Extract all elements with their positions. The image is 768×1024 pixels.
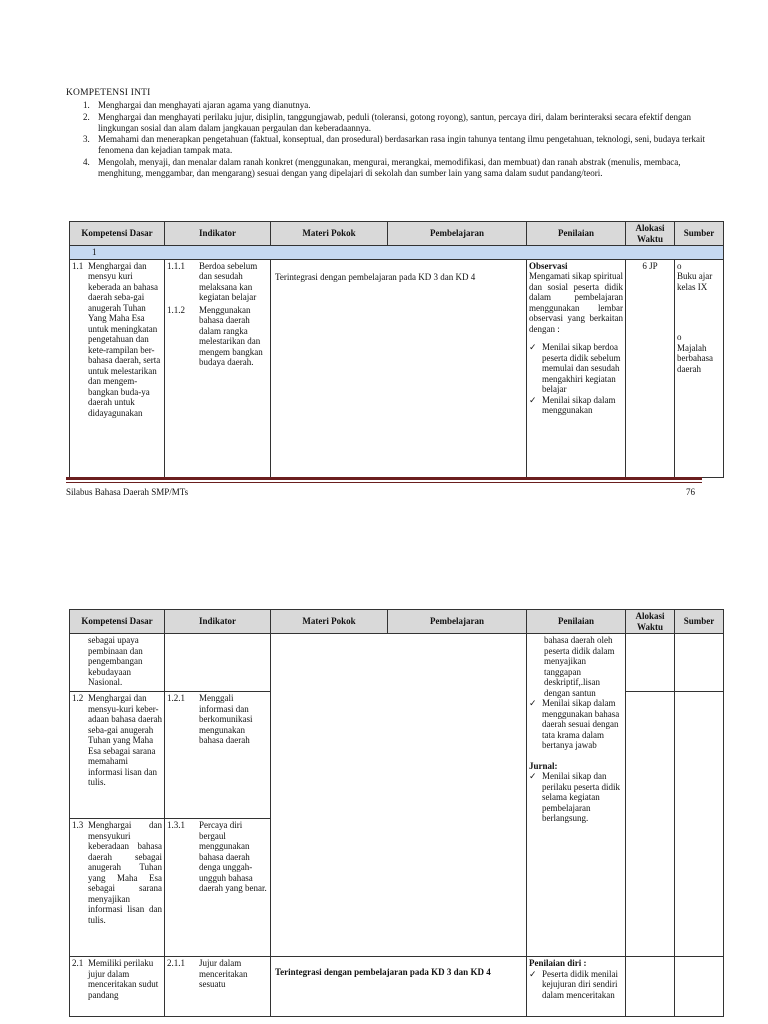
kd-number: 1.2 xyxy=(72,693,84,704)
footer-rule-thin xyxy=(66,482,702,483)
alokasi-cell xyxy=(626,957,675,1017)
penilaian-cell xyxy=(527,957,626,1017)
list-number: 4. xyxy=(83,156,90,167)
alokasi-cell: 6 JP xyxy=(626,259,675,477)
indikator-number: 1.1.2 xyxy=(167,304,185,315)
sumber-cell xyxy=(675,259,724,477)
bullet-icon: o xyxy=(677,260,682,271)
bullet-icon: o xyxy=(677,332,682,343)
penilaian-title: Observasi xyxy=(529,260,568,271)
indikator-text: Berdoa sebelum dan sesudah melaksana kan kegiatan belajar xyxy=(199,260,258,303)
header-alokasi-waktu: Alokasi Waktu xyxy=(626,222,675,246)
table-row xyxy=(70,634,724,692)
penilaian-continued: bahasa daerah oleh peserta didik dalam menyajikan tanggapan deskriptif,.lisan dengan santun xyxy=(544,635,615,698)
list-text: Mengolah, menyaji, dan menalar dalam ranah konkret (menggunakan, mengurai, merangkai, memodifikasi, dan membuat) dan ranah abstrak (menulis, membaca, menghitung, menggambar, dan mengarang) sesuai dengan yang dipelajari di sekolah dan sumber lain yang sama dalam sudut pandang/teori. xyxy=(98,156,681,178)
kompetensi-inti-title: KOMPETENSI INTI xyxy=(66,88,151,98)
kd-continued-text: sebagai upaya pembinaan dan pengembangan kebudayaan Nasional. xyxy=(70,634,165,692)
list-item xyxy=(66,134,716,156)
band-label: 1 xyxy=(70,246,724,260)
indikator-cell xyxy=(165,957,271,1017)
indikator-cell xyxy=(165,634,271,692)
table-header-row xyxy=(70,610,724,634)
check-icon: ✓ xyxy=(529,771,537,782)
header-indikator: Indikator xyxy=(165,222,271,246)
check-text: Peserta didik menilai kejujuran diri sendiri dalam menceritakan xyxy=(542,968,618,1000)
jurnal-title: Jurnal: xyxy=(529,760,558,771)
header-pembelajaran: Pembelajaran xyxy=(388,610,527,634)
list-number: 2. xyxy=(83,111,90,122)
header-alokasi-waktu: Alokasi Waktu xyxy=(626,610,675,634)
check-icon: ✓ xyxy=(529,968,537,979)
kd-cell xyxy=(70,957,165,1017)
indikator-number: 1.1.1 xyxy=(167,260,185,271)
table-header-row xyxy=(70,222,724,246)
penilaian-diri-title: Penilaian diri : xyxy=(529,958,587,969)
indikator-text: Menggali informasi dan berkomunikasi mengunakan bahasa daerah xyxy=(199,693,253,746)
indikator-cell xyxy=(165,819,271,957)
indikator-cell xyxy=(165,259,271,477)
indikator-cell xyxy=(165,692,271,819)
list-item xyxy=(66,157,716,179)
indikator-text: Percaya diri bergaul menggunakan bahasa daerah denga unggah-ungguh bahasa daerah yang benar. xyxy=(199,820,267,894)
penilaian-intro: Mengamati sikap spiritual dan sosial peserta didik dalam pembelajaran menggunakan lembar observasi yang berkaitan dengan : xyxy=(529,271,623,334)
list-number: 3. xyxy=(83,134,90,145)
kd-text: Menghargai dan mensyu-kuri keber-adaan bahasa daerah seba-gai anugerah Tuhan yang Maha Esa sebagai sarana memahami informasi lisan dan tulis. xyxy=(88,693,162,788)
penilaian-cell xyxy=(527,634,626,957)
sumber-cell xyxy=(675,692,724,957)
check-text: Menilai sikap berdoa peserta didik sebelum memulai dan sesudah mengakhiri kegiatan belajar xyxy=(542,342,621,395)
header-penilaian: Penilaian xyxy=(527,610,626,634)
check-text: Menilai sikap dalam menggunakan xyxy=(542,394,616,416)
syllabus-table-2 xyxy=(69,609,724,1017)
sumber-cell xyxy=(675,634,724,692)
kd-number: 1.1 xyxy=(72,260,84,271)
kd-cell xyxy=(70,819,165,957)
footer-title: Silabus Bahasa Daerah SMP/MTs xyxy=(66,487,189,497)
list-text: Memahami dan menerapkan pengetahuan (faktual, konseptual, dan prosedural) berdasarkan rasa ingin tahunya tentang ilmu pengetahuan, teknologi, seni, budaya terkait fenomena dan kejadian tampak mata. xyxy=(98,134,706,156)
page-number: 76 xyxy=(686,487,695,497)
band-row xyxy=(70,246,724,260)
alokasi-cell xyxy=(626,634,675,692)
kd-number: 1.3 xyxy=(72,820,84,831)
sumber-cell xyxy=(675,957,724,1017)
alokasi-cell xyxy=(626,692,675,957)
list-number: 1. xyxy=(83,100,90,110)
kd-number: 2.1 xyxy=(72,958,84,969)
kompetensi-inti-list xyxy=(66,100,716,180)
materi-pembelajaran-cell xyxy=(271,634,527,957)
list-text: Menghargai dan menghayati perilaku jujur, disiplin, tanggungjawab, peduli (toleransi, gotong royong), santun, percaya diri, dalam berinteraksi secara efektif dengan lingkungan sosial dan alam dalam jangkauan pergaulan dan keberadaannya. xyxy=(98,111,692,133)
kd-cell xyxy=(70,259,165,477)
header-materi-pokok: Materi Pokok xyxy=(271,222,388,246)
kd-text: Menghargai dan mensyu kuri keberada an bahasa daerah seba-gai anugerah Tuhan Yang Maha Esa untuk meningkatan pengetahuan dan kete-rampilan ber-bahasa daerah, serta untuk melestarikan dan mengem-bangkan buda-ya daerah untuk didayagunakan xyxy=(88,260,161,418)
list-item xyxy=(66,112,716,134)
table-row xyxy=(70,259,724,477)
kd-cell xyxy=(70,692,165,819)
check-text: Menilai sikap dan perilaku peserta didik selama kegiatan pembelajaran berlangsung. xyxy=(542,771,620,824)
check-icon: ✓ xyxy=(529,342,537,353)
indikator-text: Jujur dalam menceritakan sesuatu xyxy=(199,958,248,990)
indikator-text: Menggunakan bahasa daerah dalam rangka melestarikan dan mengem bangkan budaya daerah. xyxy=(199,304,263,368)
list-item xyxy=(66,100,716,111)
penilaian-cell xyxy=(527,259,626,477)
header-sumber: Sumber xyxy=(675,610,724,634)
sumber-text: Majalah berbahasa daerah xyxy=(677,342,713,374)
indikator-number: 1.3.1 xyxy=(167,820,185,831)
syllabus-table-1 xyxy=(69,221,724,478)
table-row xyxy=(70,957,724,1017)
header-kompetensi-dasar: Kompetensi Dasar xyxy=(70,610,165,634)
footer-rule xyxy=(66,477,702,480)
header-materi-pokok: Materi Pokok xyxy=(271,610,388,634)
list-text: Menghargai dan menghayati ajaran agama yang dianutnya. xyxy=(98,100,311,110)
header-pembelajaran: Pembelajaran xyxy=(388,222,527,246)
integrasi-cell: Terintegrasi dengan pembelajaran pada KD 3 dan KD 4 xyxy=(271,259,527,477)
check-icon: ✓ xyxy=(529,394,537,405)
indikator-number: 2.1.1 xyxy=(167,958,185,969)
integrasi-cell: Terintegrasi dengan pembelajaran pada KD 3 dan KD 4 xyxy=(271,957,527,1017)
header-kompetensi-dasar: Kompetensi Dasar xyxy=(70,222,165,246)
kd-text: Memiliki perilaku jujur dalam menceritakan sudut pandang xyxy=(88,958,159,1000)
check-icon: ✓ xyxy=(529,698,537,709)
sumber-text: Buku ajar kelas IX xyxy=(677,271,713,292)
check-text: Menilai sikap dalam menggunakan bahasa daerah sesuai dengan tata krama dalam bertanya jawab xyxy=(542,698,620,751)
indikator-number: 1.2.1 xyxy=(167,693,185,704)
kd-text: Menghargai dan mensyukuri keberadaan bahasa daerah sebagai anugerah Tuhan yang Maha Esa sebagai sarana menyajikan informasi lisan dan tulis. xyxy=(88,820,162,925)
header-penilaian: Penilaian xyxy=(527,222,626,246)
header-sumber: Sumber xyxy=(675,222,724,246)
header-indikator: Indikator xyxy=(165,610,271,634)
